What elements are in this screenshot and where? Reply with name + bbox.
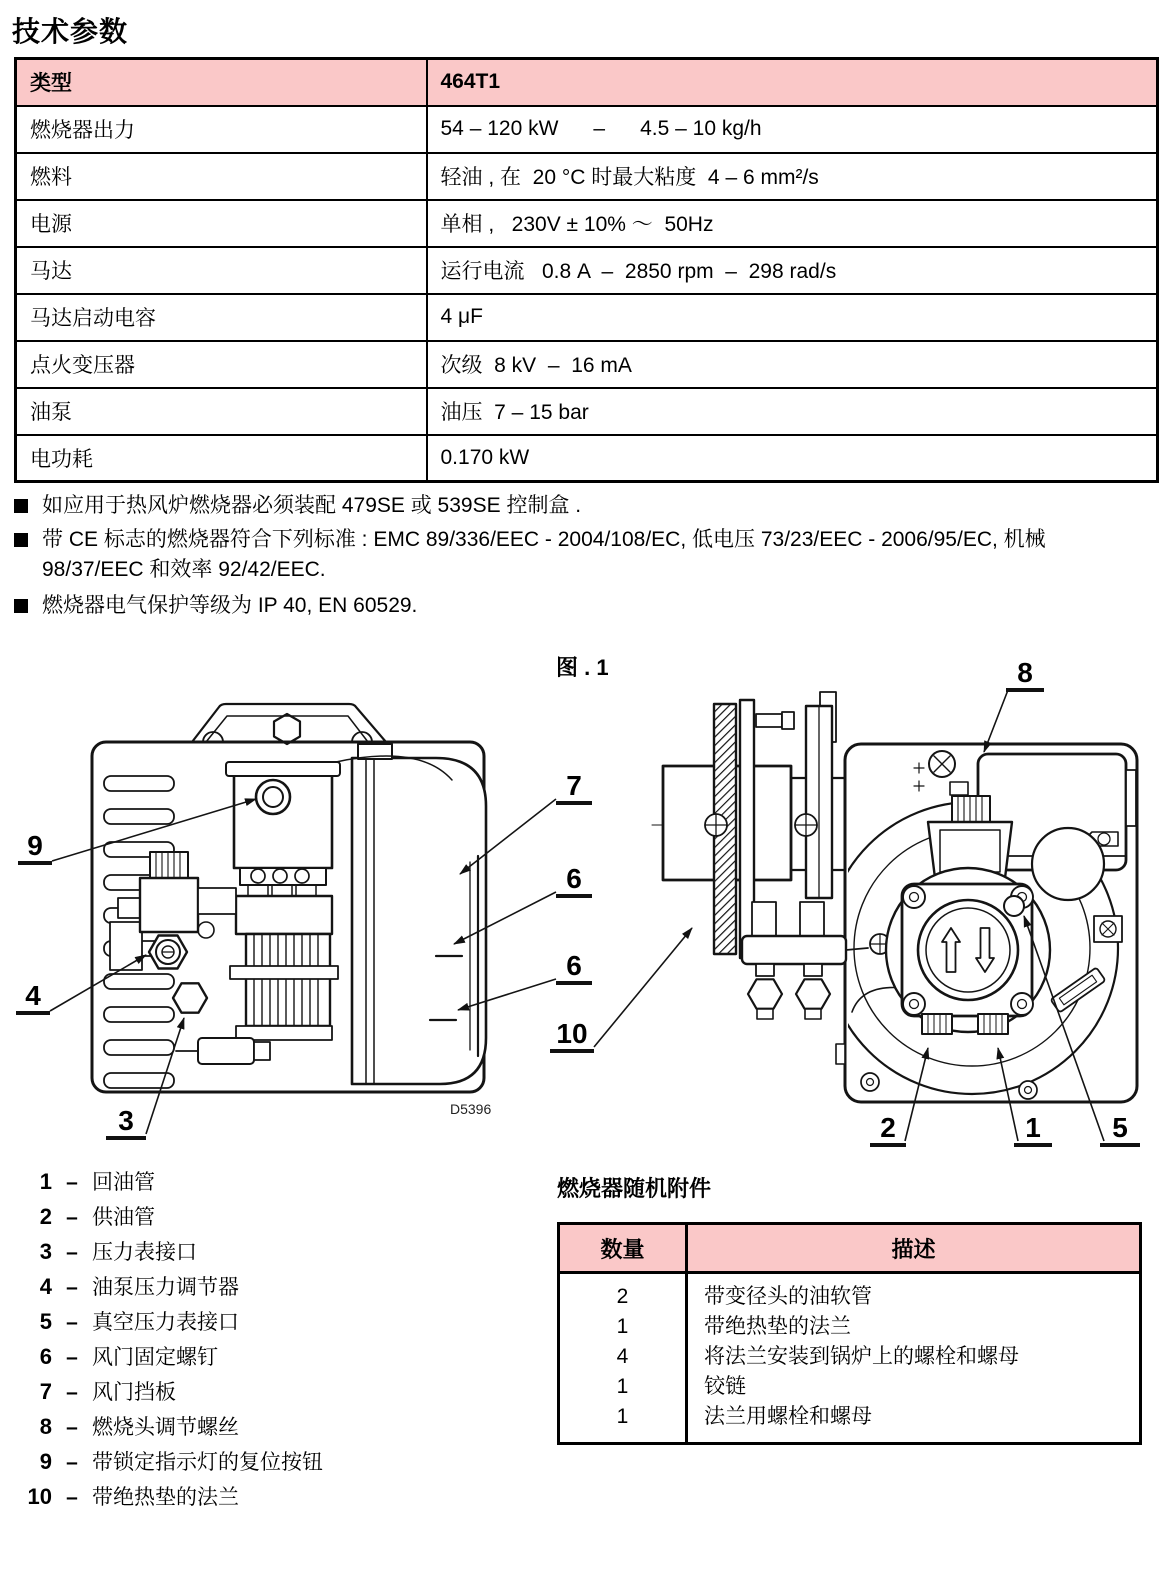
legend-num: 8 [39,1414,52,1439]
accessory-desc: 带变径头的油软管 [704,1285,872,1308]
underline-1 [1014,1143,1052,1147]
spec-value-cell: 次级 8 kV – 16 mA [427,341,1158,388]
legend-text: 回油管 [92,1171,155,1194]
leader-10 [594,928,692,1047]
legend-item [14,1306,323,1341]
legend-item [14,1236,323,1271]
legend-num: 6 [39,1344,52,1369]
accessory-desc: 带绝热垫的法兰 [704,1315,851,1338]
legend-item [14,1341,323,1376]
legend-text: 风门挡板 [92,1381,176,1404]
legend-dash: – [66,1346,78,1369]
legend-num: 4 [39,1274,52,1299]
legend-item [14,1446,323,1481]
accessory-desc: 法兰用螺栓和螺母 [704,1405,872,1428]
callout-6a: 6 [566,863,582,894]
legend-text: 风门固定螺钉 [92,1346,218,1369]
spec-row [16,341,1158,388]
spec-value-cell: 54 – 120 kW – 4.5 – 10 kg/h [427,106,1158,153]
accessory-qty: 4 [616,1345,629,1368]
spec-row [16,388,1158,435]
accessories-qty-cell [560,1274,688,1442]
callout-8: 8 [1017,657,1033,688]
callout-10: 10 [556,1018,588,1049]
legend-dash: – [66,1171,78,1194]
callout-3: 3 [118,1105,134,1136]
spec-label-cell: 电功耗 [16,435,427,482]
legend-text: 压力表接口 [92,1241,197,1264]
legend-item [14,1271,323,1306]
legend-dash: – [66,1241,78,1264]
spec-row [16,435,1158,482]
spec-row [16,153,1158,200]
accessory-desc: 铰链 [704,1375,746,1398]
legend-num: 2 [39,1204,52,1229]
spec-label-cell: 燃料 [16,153,427,200]
accessories-desc-header: 描述 [688,1225,1139,1274]
legend-text: 带绝热垫的法兰 [92,1486,239,1509]
legend-item [14,1376,323,1411]
underline-6a [556,894,592,898]
figure-legend [14,1166,323,1516]
spec-value-cell: 轻油 , 在 20 °C 时最大粘度 4 – 6 mm²/s [427,153,1158,200]
note-item [14,591,1144,621]
underline-5 [1100,1143,1140,1147]
legend-dash: – [66,1486,78,1509]
legend-dash: – [66,1416,78,1439]
spec-row [16,247,1158,294]
legend-dash: – [66,1451,78,1474]
underline-9 [18,861,52,865]
spec-value-cell: 单相 , 230V ± 10% ～ 50Hz [427,200,1158,247]
spec-value-cell: 油压 7 – 15 bar [427,388,1158,435]
leader-4 [50,955,146,1011]
accessories-qty-header: 数量 [560,1225,688,1274]
spec-label-cell: 马达 [16,247,427,294]
side-view-drawing [652,692,1137,1102]
spec-header-row [16,59,1158,106]
legend-dash: – [66,1381,78,1404]
legend-text: 油泵压力调节器 [92,1276,239,1299]
front-view-drawing [92,704,486,1092]
underline-4 [16,1011,50,1015]
callout-5: 5 [1112,1112,1128,1143]
spec-label-cell: 电源 [16,200,427,247]
callout-1: 1 [1025,1112,1041,1143]
notes-block [14,491,1144,625]
callout-9: 9 [27,830,43,861]
burner-diagram [0,640,1173,1170]
bullet-square-icon [14,499,28,513]
spec-row [16,294,1158,341]
legend-item [14,1201,323,1236]
spec-row [16,200,1158,247]
spec-value-cell: 0.170 kW [427,435,1158,482]
accessory-desc: 将法兰安装到锅炉上的螺栓和螺母 [704,1345,1019,1368]
underline-6b [556,981,592,985]
legend-num: 10 [27,1484,52,1509]
accessories-title: 燃烧器随机附件 [557,1176,712,1201]
accessory-qty: 1 [616,1315,629,1338]
accessory-qty: 1 [616,1405,629,1428]
bullet-square-icon [14,599,28,613]
spec-header-label: 类型 [16,59,427,106]
callout-4: 4 [25,980,41,1011]
underline-8 [1006,688,1044,692]
legend-dash: – [66,1276,78,1299]
note-item [14,491,1144,521]
underline-10 [550,1049,594,1053]
legend-num: 9 [39,1449,52,1474]
legend-num: 5 [39,1309,52,1334]
spec-value-cell: 4 μF [427,294,1158,341]
spec-label-cell: 点火变压器 [16,341,427,388]
legend-num: 1 [39,1169,52,1194]
callout-7: 7 [566,770,582,801]
spec-value-cell: 运行电流 0.8 A – 2850 rpm – 298 rad/s [427,247,1158,294]
legend-dash: – [66,1206,78,1229]
spec-label-cell: 油泵 [16,388,427,435]
page-title: 技术参数 [12,16,129,47]
note-item [14,525,1144,585]
legend-num: 3 [39,1239,52,1264]
accessory-qty: 1 [616,1375,629,1398]
spec-header-value: 464T1 [427,59,1158,106]
legend-dash: – [66,1311,78,1334]
underline-7 [556,801,592,805]
spec-label-cell: 马达启动电容 [16,294,427,341]
figure-caption: 图 . 1 [556,655,609,680]
accessories-header-row [560,1225,1139,1274]
legend-text: 供油管 [92,1206,155,1229]
legend-text: 燃烧头调节螺丝 [92,1416,239,1439]
drawing-code: D5396 [450,1101,492,1117]
accessories-table [557,1222,1142,1445]
legend-text: 带锁定指示灯的复位按钮 [92,1451,323,1474]
note-text: 带 CE 标志的燃烧器符合下列标准 : EMC 89/336/EEC - 2004/108/EC, 低电压 73/23/EEC - 2006/95/EC, 机械 98/37/EEC 和效率 92/42/EEC. [42,528,1046,581]
underline-3 [106,1136,146,1140]
legend-text: 真空压力表接口 [92,1311,239,1334]
leader-3 [146,1018,184,1134]
legend-item [14,1481,323,1516]
accessories-desc-cell [688,1274,1139,1442]
legend-num: 7 [39,1379,52,1404]
spec-table [14,57,1159,483]
bullet-square-icon [14,533,28,547]
spec-row [16,106,1158,153]
accessory-qty: 2 [616,1285,629,1308]
callout-2: 2 [880,1112,896,1143]
legend-item [14,1411,323,1446]
underline-2 [870,1143,906,1147]
legend-item [14,1166,323,1201]
note-text: 如应用于热风炉燃烧器必须装配 479SE 或 539SE 控制盒 . [42,494,582,517]
accessories-body-row [560,1274,1139,1442]
spec-label-cell: 燃烧器出力 [16,106,427,153]
callout-6b: 6 [566,950,582,981]
note-text: 燃烧器电气保护等级为 IP 40, EN 60529. [42,594,418,617]
